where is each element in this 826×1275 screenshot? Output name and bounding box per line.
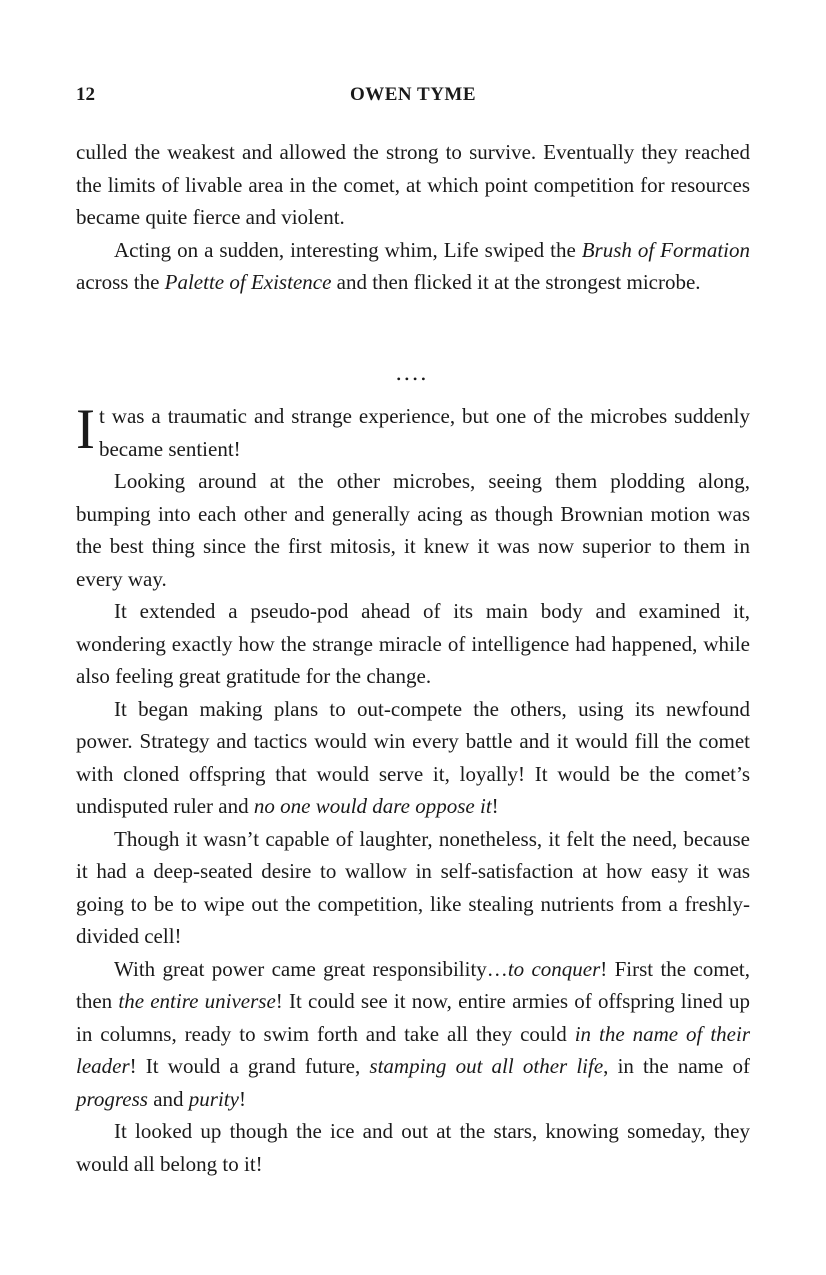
text-run: ! It could see it now, entire armies of offspring lined up in columns, ready to swim forth and take all they could — [76, 989, 750, 1046]
text-run: and then flicked it at the strongest microbe. — [331, 270, 701, 294]
text-run: across the — [76, 270, 165, 294]
paragraph — [76, 953, 750, 1116]
text-run: ! It would a grand future, — [129, 1054, 370, 1078]
page-header — [76, 84, 750, 110]
text-run: , in the name of — [603, 1054, 750, 1078]
section-one — [76, 136, 750, 299]
paragraph: It extended a pseudo-pod ahead of its main body and examined it, wondering exactly how the strange miracle of intelligence had happened, while also feeling great gratitude for the change. — [76, 599, 750, 688]
paragraph — [76, 693, 750, 823]
italic-phrase: the entire universe — [118, 989, 276, 1013]
text-run: ! First the comet, then — [76, 956, 750, 1013]
section-two — [76, 400, 750, 1180]
italic-phrase: progress — [76, 1086, 148, 1111]
paragraph: It looked up though the ice and out at the stars, knowing someday, they would all belong to it! — [76, 1119, 750, 1176]
paragraph: culled the weakest and allowed the strong to survive. Eventually they reached the limits of livable area in the comet, at which point competition for resources became quite fierce and violent. — [76, 140, 750, 229]
paragraph — [76, 234, 750, 299]
text-run: t was a traumatic and strange experience, but one of the microbes suddenly became sentient! — [98, 404, 750, 461]
paragraph: Though it wasn’t capable of laughter, nonetheless, it felt the need, because it had a deep-seated desire to wallow in self-satisfaction at how easy it was going to be to wipe out the competition, like stealing nutrients from a freshly-divided cell! — [76, 826, 750, 948]
italic-phrase: Palette of Existence — [164, 270, 332, 294]
page-number: 12 — [76, 84, 95, 105]
text-run: It began making plans to out-compete the others, using its newfound power. Strategy and tactics would win every battle and it would fill the comet with cloned offspring that would serve it, loyally! It would be the comet’s undisputed ruler and — [76, 696, 750, 818]
italic-phrase: purity — [188, 1086, 239, 1111]
text-run: With great power came great responsibility… — [114, 956, 508, 981]
text-run: ! — [491, 794, 499, 818]
text-run: Acting on a sudden, interesting whim, Life swiped the — [114, 237, 582, 262]
italic-phrase: in the name of their leader — [76, 1021, 750, 1078]
paragraph — [76, 400, 750, 465]
text-run: and — [147, 1086, 189, 1111]
italic-phrase: no one would dare oppose it — [253, 794, 492, 818]
section-separator: •••• — [396, 372, 430, 386]
paragraph: Looking around at the other microbes, seeing them plodding along, bumping into each other and generally acing as though Brownian motion was the best thing since the first mitosis, it knew it was now superior to them in every way. — [76, 469, 750, 591]
text-run: ! — [238, 1086, 246, 1111]
running-head: OWEN TYME — [349, 84, 477, 105]
drop-cap: I — [76, 398, 95, 461]
italic-phrase: Brush of Formation — [581, 237, 750, 262]
italic-phrase: to conquer — [507, 956, 601, 981]
italic-phrase: stamping out all other life — [369, 1054, 604, 1078]
